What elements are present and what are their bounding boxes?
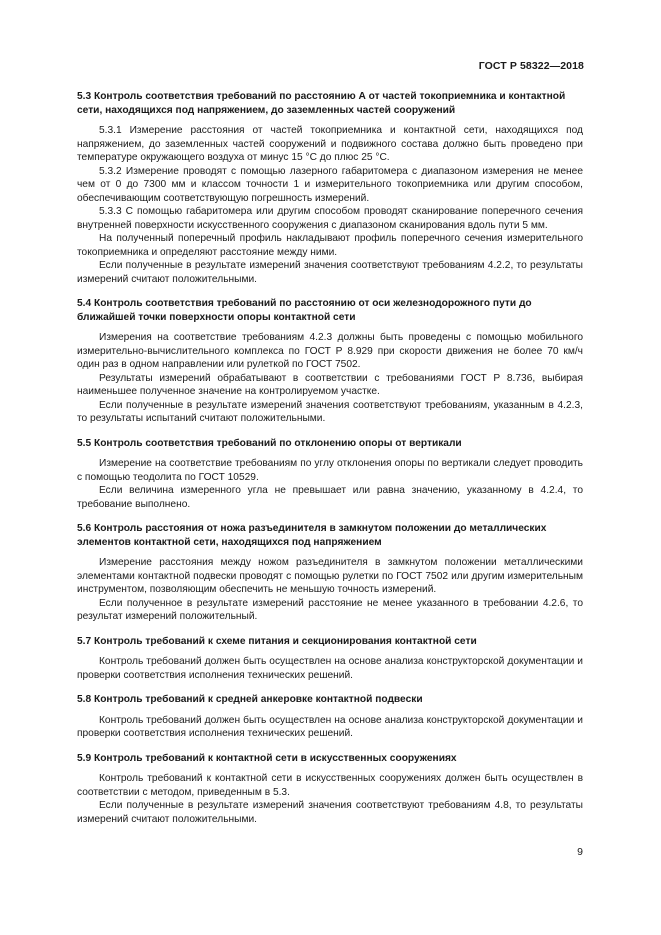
paragraph-5-6-1: Измерение расстояния между ножом разъединителя в замкнутом положении металлическими элементами контактной подвески проводят с помощью рулетки по ГОСТ 7502 или другим измерительным инструментом, позволяющим обеспечить не меньшую точность измерений. [77,557,583,595]
page-number: 9 [577,846,583,858]
document-body [77,90,583,826]
section-title-5-8: 5.8 Контроль требований к средней анкеровке контактной подвески [77,694,423,705]
paragraph-5-5-1: Измерение на соответствие требованиям по углу отклонения опоры по вертикали следует проводить с помощью теодолита по ГОСТ 10529. [77,458,583,483]
section-title-5-4: 5.4 Контроль соответствия требований по расстоянию от оси железнодорожного пути до ближайшей точки поверхности опоры контактной сети [77,298,532,323]
paragraph-5-9-1: Контроль требований к контактной сети в искусственных сооружениях должен быть осуществлен в соответствии с методом, приведенным в 5.3. [77,773,583,798]
section-title-5-3: 5.3 Контроль соответствия требований по расстоянию А от частей токоприемника и контактной сети, находящихся под напряжением, до заземленных частей сооружений [77,91,566,116]
section-title-5-9: 5.9 Контроль требований к контактной сети в искусственных сооружениях [77,752,457,764]
paragraph-5-8-1: Контроль требований должен быть осуществлен на основе анализа конструкторской документации и проверки соответствия исполнения технических решений. [77,714,583,739]
section-title-5-6: 5.6 Контроль расстояния от ножа разъединителя в замкнутом положении до металлических элементов контактной сети, находящихся под напряжением [77,523,547,548]
paragraph-5-6-2: Если полученное в результате измерений расстояние не менее указанного в требовании 4.2.6, то результат измерений положительный. [77,597,583,622]
paragraph-5-5-2: Если величина измеренного угла не превышает или равна значению, указанному в 4.2.4, то требование выполнено. [77,485,583,510]
paragraph-5-3-4: На полученный поперечный профиль накладывают профиль поперечного сечения измерительного токоприемника и определяют расстояние между ними. [77,233,583,258]
paragraph-5-9-2: Если полученные в результате измерений значения соответствуют требованиям 4.8, то результаты измерений считают положительными. [77,800,583,825]
paragraph-5-3-5: Если полученные в результате измерений значения соответствуют требованиям 4.2.2, то результаты измерений считают положительными. [77,260,583,285]
paragraph-5-4-1: Измерения на соответствие требованиям 4.2.3 должны быть проведены с помощью мобильного измерительно-вычислительного комплекса по ГОСТ Р 8.929 при скорости движения не более 70 км/ч один раз в одном направлении или рулеткой по ГОСТ 7502. [77,332,583,370]
paragraph-5-4-2: Результаты измерений обрабатывают в соответствии с требованиями ГОСТ Р 8.736, выбирая наименьшее полученное значение на контролируемом участке. [77,372,583,397]
paragraph-5-3-1: 5.3.1 Измерение расстояния от частей токоприемника и контактной сети, находящихся под напряжением, до заземленных частей сооружений и подвижного состава должно быть проведено при температуре окружающего воздуха от минус 15 °С до плюс 25 °С. [77,125,583,163]
section-title-5-7: 5.7 Контроль требований к схеме питания и секционирования контактной сети [77,635,477,647]
document-id-header: ГОСТ Р 58322—2018 [478,60,584,72]
section-title-5-5: 5.5 Контроль соответствия требований по отклонению опоры от вертикали [77,437,462,449]
paragraph-5-7-1: Контроль требований должен быть осуществлен на основе анализа конструкторской документации и проверки соответствия исполнения технических решений. [77,656,583,681]
paragraph-5-3-2: 5.3.2 Измерение проводят с помощью лазерного габаритомера с диапазоном измерения не менее чем от 0 до 7300 мм и классом точности 1 и измерительного токоприемника или другим способом, обеспечивающим соответствующую погрешность измерений. [77,165,583,204]
paragraph-5-3-3: 5.3.3 С помощью габаритомера или другим способом проводят сканирование поперечного сечения внутренней поверхности искусственного сооружения с диапазоном сканирования вдоль пути 5 мм. [77,206,583,231]
paragraph-5-4-3: Если полученные в результате измерений значения соответствуют требованиям, указанным в 4.2.3, то результаты испытаний считают положительными. [77,399,583,424]
